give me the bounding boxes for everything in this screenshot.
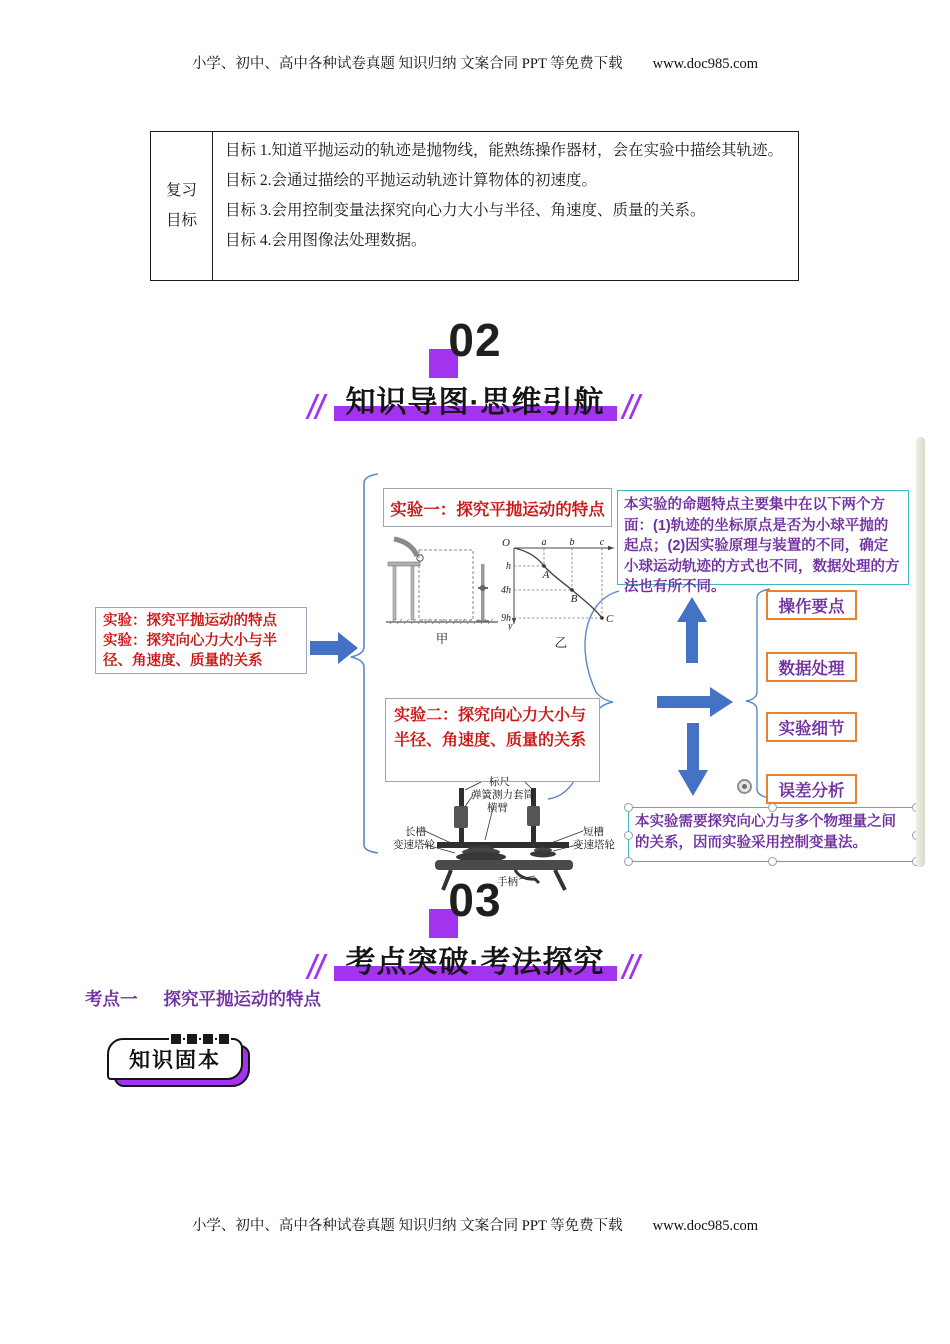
y-axis-arrow xyxy=(512,618,516,624)
guide-lines-C xyxy=(514,548,602,618)
section-title: 考点突破·考法探究 xyxy=(345,946,605,979)
left-curly-brace xyxy=(351,474,378,853)
goal-item: 目标 1.知道平抛运动的轨迹是抛物线，能熟练操作器材，会在实验中描绘其轨迹。 xyxy=(225,142,784,159)
double-slash-icon xyxy=(308,954,328,979)
figure-caption: 乙 xyxy=(554,636,568,650)
figure-jia-container xyxy=(386,536,498,647)
arrow-up-icon xyxy=(677,597,707,663)
badge-square-decoration xyxy=(169,1032,183,1046)
apparatus-label-pulley-right: 变速塔轮 xyxy=(573,840,615,851)
point-C-dot xyxy=(600,616,604,620)
experiment2-title: 实验二：探究向心力大小与半径、角速度、质量的关系 xyxy=(394,707,587,749)
note-bottom-text: 本实验需要探究向心力与多个物理量之间的关系，因而实验采用控制变量法。 xyxy=(635,814,896,851)
table-top xyxy=(388,562,420,566)
apparatus-label-arm: 横臂 xyxy=(487,803,508,814)
right-curly-brace xyxy=(746,589,770,798)
row-header-line: 复习 xyxy=(165,182,197,199)
apparatus-label-short-slot: 短槽 xyxy=(583,827,604,838)
goal-item: 目标 2.会通过描绘的平抛运动轨迹计算物体的初速度。 xyxy=(225,172,598,189)
goal-item: 目标 3.会用控制变量法探究向心力大小与半径、角速度、质量的关系。 xyxy=(225,202,706,219)
trajectory-graph-figure xyxy=(498,536,624,630)
figure-yi-container xyxy=(498,536,624,651)
y-tick-label: 4h xyxy=(501,585,511,596)
selection-handle[interactable] xyxy=(768,857,777,866)
branch-box-data xyxy=(766,652,857,682)
goal-item: 目标 4.会用图像法处理数据。 xyxy=(225,232,427,249)
x-tick-label: c xyxy=(599,537,605,548)
table-leg xyxy=(411,566,414,620)
projectile-apparatus-figure xyxy=(386,536,498,624)
selection-handle[interactable] xyxy=(624,831,633,840)
branch-box-error xyxy=(766,774,857,804)
figure-caption: 甲 xyxy=(435,632,449,646)
selection-handle[interactable] xyxy=(624,803,633,812)
guide-lines-A xyxy=(514,548,544,566)
experiment1-title-box xyxy=(383,488,612,527)
apparatus-label-spring: 弹簧测力套筒 xyxy=(471,790,534,801)
y-tick-label: 9h xyxy=(501,613,511,624)
point-label: C xyxy=(606,613,614,625)
note-bottom-box xyxy=(628,807,917,862)
experiment1-title: 实验一：探究平抛运动的特点 xyxy=(390,500,605,519)
experiment2-title-box xyxy=(385,698,600,782)
badge-square-decoration xyxy=(185,1032,199,1046)
table-leg xyxy=(393,566,396,620)
selection-handle[interactable] xyxy=(768,803,777,812)
branch-box-operation xyxy=(766,590,857,620)
double-slash-icon xyxy=(623,954,643,979)
branch-label: 操作要点 xyxy=(778,598,845,616)
footer-link: www.doc985.com xyxy=(652,1218,759,1234)
section-03-header xyxy=(0,876,950,981)
branch-label: 误差分析 xyxy=(778,782,845,800)
arrow-right-icon xyxy=(657,687,733,717)
badge-label: 知识固本 xyxy=(107,1038,243,1080)
section-title: 知识导图·思维引航 xyxy=(345,386,605,419)
board-outline xyxy=(419,550,473,620)
point-B-dot xyxy=(570,588,574,592)
x-axis-arrow xyxy=(608,546,614,550)
point-label: A xyxy=(542,569,550,581)
exam-point-label: 考点一 xyxy=(85,989,138,1009)
clamp-knob xyxy=(480,585,486,591)
root-line: 实验：探究向心力大小与半径、角速度、质量的关系 xyxy=(103,633,277,669)
x-tick-label: b xyxy=(569,537,575,548)
section-number: 02 xyxy=(448,314,502,366)
header-link: www.doc985.com xyxy=(652,56,759,72)
ball-shape xyxy=(417,555,423,561)
apparatus-label-handle: 手柄 xyxy=(497,877,518,888)
ramp-shape xyxy=(394,539,417,556)
arrow-right-icon xyxy=(310,632,358,664)
left-spring-sleeve xyxy=(454,806,468,828)
exam-point-title: 探究平抛运动的特点 xyxy=(163,989,321,1009)
pulley-tier xyxy=(530,851,556,858)
origin-label: O xyxy=(502,537,510,549)
branch-label: 实验细节 xyxy=(778,720,845,738)
x-tick-label: a xyxy=(541,537,547,548)
apparatus-label-long-slot: 长槽 xyxy=(405,827,426,838)
header-text: 小学、初中、高中各种试卷真题 知识归纳 文案合同 PPT 等免费下载 xyxy=(191,56,623,72)
parabola-curve xyxy=(514,548,602,618)
branch-box-detail xyxy=(766,712,857,742)
point-label: B xyxy=(570,593,578,605)
badge-square-decoration xyxy=(201,1032,215,1046)
base-platform xyxy=(435,860,573,870)
badge-square-decoration xyxy=(217,1032,231,1046)
row-header-line: 目标 xyxy=(165,212,197,229)
root-line: 实验：探究平抛运动的特点 xyxy=(103,613,277,629)
footer-text: 小学、初中、高中各种试卷真题 知识归纳 文案合同 PPT 等免费下载 xyxy=(191,1218,623,1234)
section-number: 03 xyxy=(448,874,502,926)
apparatus-label-ruler: 标尺 xyxy=(489,777,510,788)
note-top-text: 本实验的命题特点主要集中在以下两个方面：(1)轨迹的坐标原点是否为小球平抛的起点；(2)因实验原理与装置的不同，确定小球运动轨迹的方式也不同，数据处理的方法也有所不同。 xyxy=(624,497,900,595)
branch-label: 数据处理 xyxy=(778,660,845,678)
right-spring-sleeve xyxy=(527,806,540,826)
apparatus-label-pulley-left: 变速塔轮 xyxy=(393,840,435,851)
y-axis-label: y xyxy=(508,621,513,630)
cross-arm-shape xyxy=(437,842,569,848)
mindmap-root-box xyxy=(95,607,307,674)
scrollbar-thumb[interactable] xyxy=(916,437,925,867)
selection-handle[interactable] xyxy=(624,857,633,866)
y-tick-label: h xyxy=(506,561,511,572)
stand-rod xyxy=(481,564,485,620)
rotate-anchor-icon[interactable] xyxy=(737,779,752,794)
point-A-dot xyxy=(542,564,546,568)
note-top-box xyxy=(617,490,909,595)
arrow-down-icon xyxy=(678,723,708,796)
